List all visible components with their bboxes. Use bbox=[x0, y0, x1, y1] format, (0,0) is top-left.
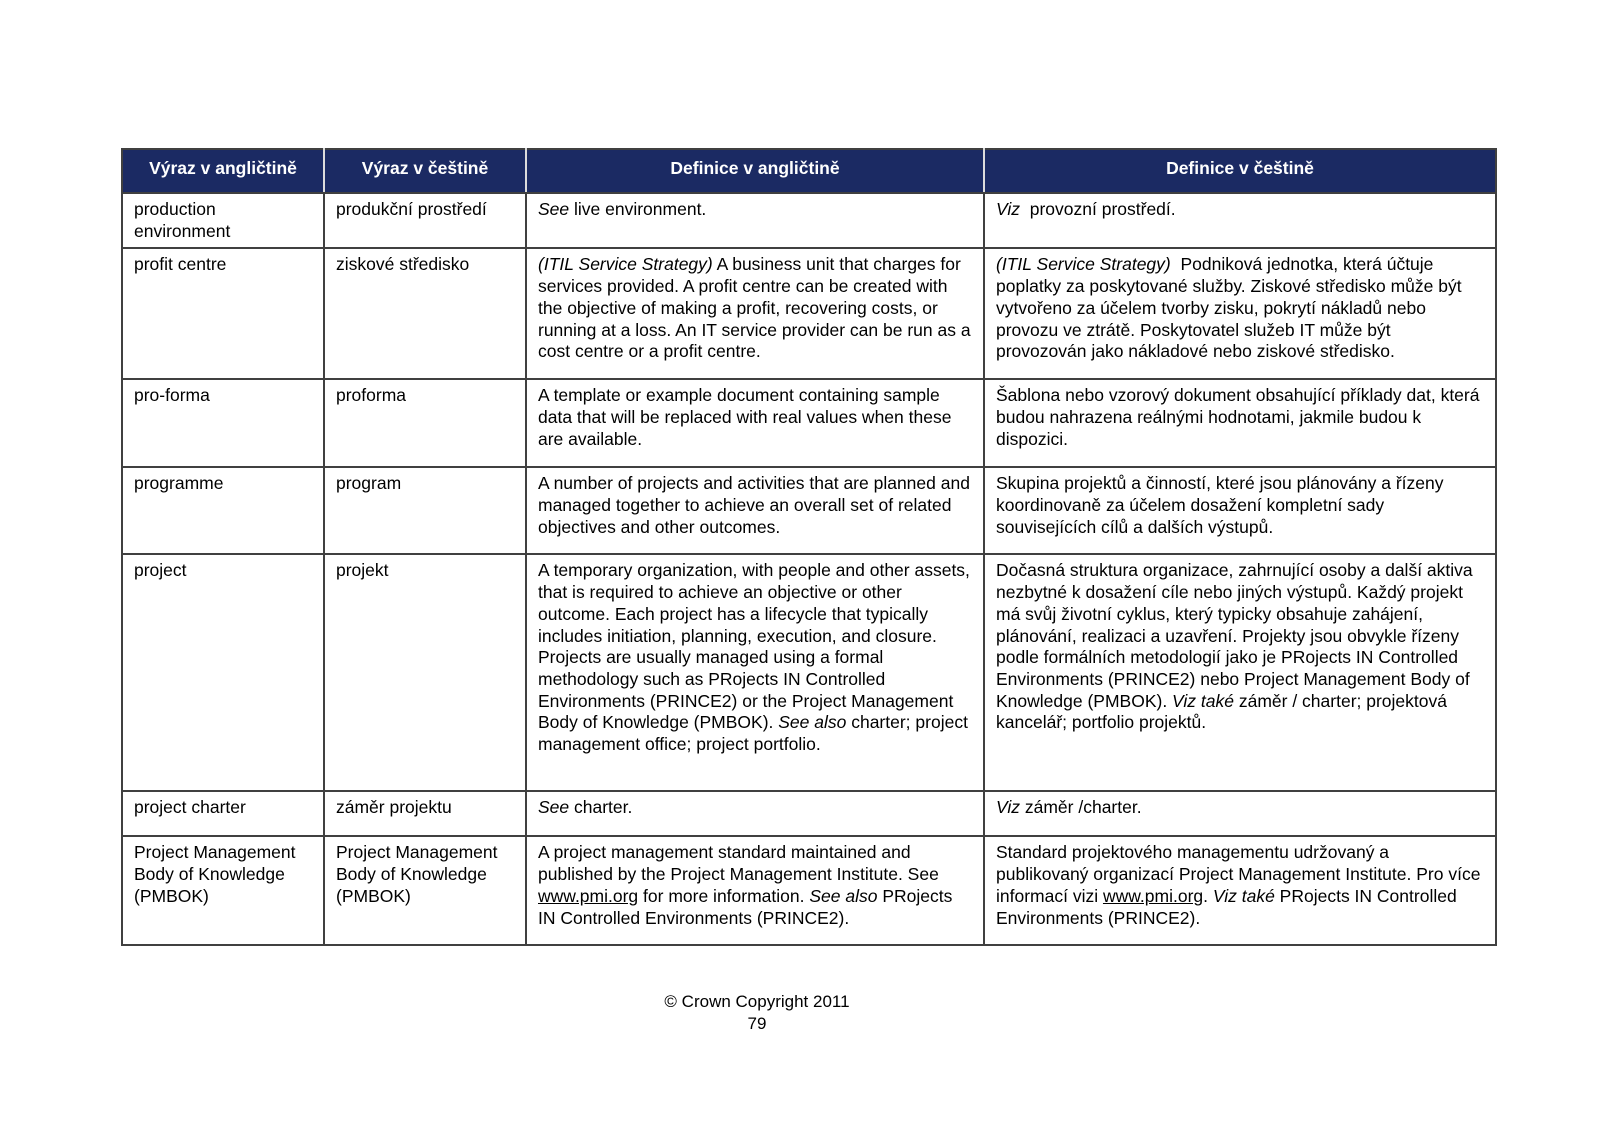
text-run: Project Management Body of Knowledge (PMBOK) bbox=[134, 842, 301, 906]
text-run: Viz také bbox=[1172, 690, 1234, 711]
text-run: profit centre bbox=[134, 254, 227, 275]
text-run: See also bbox=[809, 885, 878, 906]
text-run: Dočasná struktura organizace, zahrnující osoby a další aktiva nezbytné k dosažení cíle nebo jiných výstupů. Každý projekt má svůj životní cyklus, který typicky obsahuje zahájení, plánování, realizaci a uzavření. Projekty jsou obvykle řízeny podle formálních metodologií jako je PRojects IN Controlled Environments (PRINCE2) nebo Project Management Body of Knowledge (PMBOK). bbox=[996, 560, 1478, 711]
table-row bbox=[122, 193, 1496, 248]
text-run: project charter bbox=[134, 797, 246, 818]
term-cs-cell bbox=[324, 554, 526, 791]
text-run: Skupina projektů a činností, které jsou plánovány a řízeny koordinovaně za účelem dosažení kompletní sady souvisejících cílů a dalších výstupů. bbox=[996, 473, 1449, 537]
term-en-cell bbox=[122, 836, 324, 945]
table-body bbox=[122, 193, 1496, 945]
def-cs-cell bbox=[984, 248, 1496, 379]
def-en-cell bbox=[526, 379, 984, 467]
text-run: charter; project management office; project portfolio. bbox=[538, 712, 973, 755]
text-run: PRojects IN Controlled Environments (PRINCE2). bbox=[538, 885, 958, 928]
def-en-cell bbox=[526, 836, 984, 945]
text-run: ziskové středisko bbox=[336, 254, 470, 275]
def-cs-cell bbox=[984, 379, 1496, 467]
pmi-link[interactable]: www.pmi.org bbox=[1102, 885, 1204, 906]
text-run: . bbox=[1203, 885, 1213, 906]
text-run: Šablona nebo vzorový dokument obsahující příklady dat, která budou nahrazena reálnými hodnotami, jakmile budou k dispozici. bbox=[996, 385, 1485, 449]
copyright-text: © Crown Copyright 2011 bbox=[664, 992, 850, 1011]
text-run: záměr / charter; projektová kancelář; portfolio projektů. bbox=[996, 690, 1452, 733]
term-en-cell bbox=[122, 193, 324, 248]
column-header: Výraz v angličtině bbox=[122, 149, 324, 193]
text-run: pro-forma bbox=[134, 385, 210, 406]
table-row bbox=[122, 554, 1496, 791]
text-run: Podniková jednotka, která účtuje poplatky za poskytované služby. Ziskové středisko může být vytvořeno za účelem tvorby zisku, pokrytí nákladů nebo provozu ve ztrátě. Poskytovatel služeb IT může být provozován jako nákladové nebo ziskové středisko. bbox=[996, 254, 1467, 362]
text-run: See also bbox=[778, 712, 847, 733]
text-run: (ITIL Service Strategy) bbox=[996, 254, 1171, 275]
text-run: Viz bbox=[996, 199, 1020, 219]
table-row bbox=[122, 467, 1496, 554]
def-en-cell bbox=[526, 193, 984, 248]
def-en-cell bbox=[526, 554, 984, 791]
term-en-cell bbox=[122, 379, 324, 467]
text-run: production environment bbox=[134, 199, 231, 241]
table-row bbox=[122, 791, 1496, 836]
table-header-row bbox=[122, 149, 1496, 193]
column-header: Výraz v češtině bbox=[324, 149, 526, 193]
text-run: A project management standard maintained and published by the Project Management Institute. See bbox=[538, 842, 944, 885]
term-en-cell bbox=[122, 554, 324, 791]
column-header: Definice v angličtině bbox=[526, 149, 984, 193]
text-run: produkční prostředí bbox=[336, 199, 487, 219]
text-run: záměr /charter. bbox=[1020, 797, 1142, 818]
text-run: PRojects IN Controlled Environments (PRINCE2). bbox=[996, 885, 1462, 928]
term-en-cell bbox=[122, 791, 324, 836]
page-footer bbox=[0, 991, 1514, 1035]
term-cs-cell bbox=[324, 791, 526, 836]
text-run: záměr projektu bbox=[336, 797, 452, 818]
term-cs-cell bbox=[324, 248, 526, 379]
table-row bbox=[122, 836, 1496, 945]
page-number: 79 bbox=[747, 1014, 767, 1033]
def-cs-cell bbox=[984, 467, 1496, 554]
text-run: A temporary organization, with people and other assets, that is required to achieve an objective or other outcome. Each project has a lifecycle that typically includes initiation, planning, execution, and closure. Projects are usually managed using a formal methodology such as PRojects IN Controlled Environments (PRINCE2) or the Project Management Body of Knowledge (PMBOK). bbox=[538, 560, 975, 733]
def-en-cell bbox=[526, 791, 984, 836]
def-cs-cell bbox=[984, 836, 1496, 945]
text-run: program bbox=[336, 473, 402, 494]
text-run: Viz také bbox=[1212, 885, 1275, 906]
text-run: Viz bbox=[996, 797, 1020, 818]
def-cs-cell bbox=[984, 193, 1496, 248]
term-cs-cell bbox=[324, 379, 526, 467]
term-cs-cell bbox=[324, 193, 526, 248]
text-run: project bbox=[134, 560, 187, 581]
term-cs-cell bbox=[324, 467, 526, 554]
text-run: projekt bbox=[336, 560, 389, 581]
def-cs-cell bbox=[984, 791, 1496, 836]
text-run: A number of projects and activities that are planned and managed together to achieve an overall set of related objectives and other outcomes. bbox=[538, 473, 975, 537]
text-run: programme bbox=[134, 473, 224, 494]
text-run: live environment. bbox=[569, 199, 707, 219]
text-run: A template or example document containing sample data that will be replaced with real values when these are available. bbox=[538, 385, 957, 449]
column-header: Definice v češtině bbox=[984, 149, 1496, 193]
def-cs-cell bbox=[984, 554, 1496, 791]
def-en-cell bbox=[526, 248, 984, 379]
term-en-cell bbox=[122, 467, 324, 554]
text-run: Standard projektového managementu udržovaný a publikovaný organizací Project Management Institute. Pro více informací vizi bbox=[996, 842, 1486, 906]
term-en-cell bbox=[122, 248, 324, 379]
text-run: charter. bbox=[569, 797, 633, 818]
text-run: proforma bbox=[336, 385, 407, 406]
text-run: provozní prostředí. bbox=[1020, 199, 1176, 219]
term-cs-cell bbox=[324, 836, 526, 945]
table-row bbox=[122, 248, 1496, 379]
text-run: (ITIL Service Strategy) bbox=[538, 254, 713, 275]
def-en-cell bbox=[526, 467, 984, 554]
text-run: for more information. bbox=[638, 885, 810, 906]
table-row bbox=[122, 379, 1496, 467]
text-run: A business unit that charges for services provided. A profit centre can be created with the objective of making a profit, recovering costs, or running at a loss. An IT service provider can be run as a cost centre or a profit centre. bbox=[538, 254, 976, 362]
text-run: Project Management Body of Knowledge (PMBOK) bbox=[336, 842, 503, 906]
text-run: See bbox=[538, 199, 570, 219]
text-run: See bbox=[538, 797, 570, 818]
pmi-link[interactable]: www.pmi.org bbox=[538, 885, 639, 906]
glossary-table bbox=[121, 148, 1497, 946]
